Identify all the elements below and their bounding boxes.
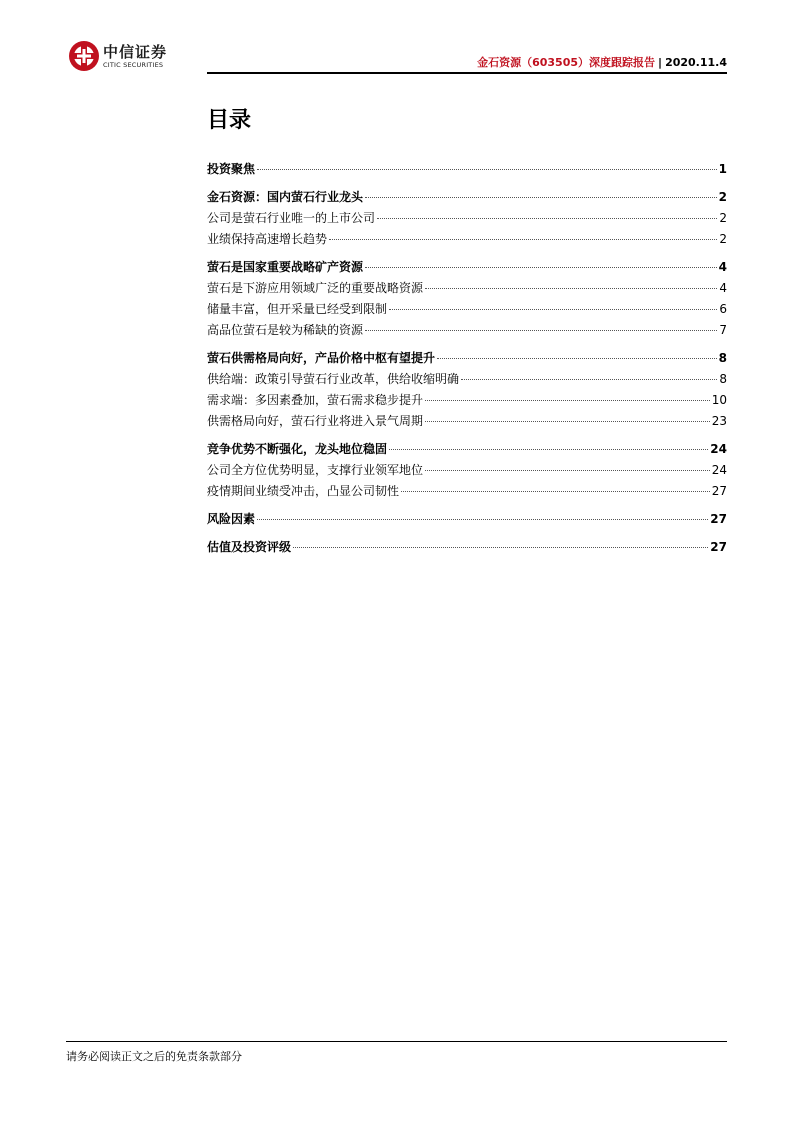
citic-logo-icon [68,40,100,72]
toc-leader-dots [293,547,708,548]
toc-entry[interactable] [207,538,727,559]
toc-entry-label: 供需格局向好，萤石行业将进入景气周期 [207,414,424,428]
table-of-contents [207,160,727,559]
toc-entry-label: 疫情期间业绩受冲击，凸显公司韧性 [207,484,400,498]
logo-chinese-name: 中信证券 [103,42,168,61]
toc-entry-page: 24 [710,442,727,456]
toc-entry[interactable] [207,279,727,300]
toc-entry-label: 投资聚焦 [207,162,256,176]
toc-leader-dots [389,309,717,310]
toc-entry-label: 储量丰富，但开采量已经受到限制 [207,302,388,316]
toc-leader-dots [425,400,710,401]
toc-entry-page: 24 [711,463,727,477]
toc-entry-label: 估值及投资评级 [207,540,292,554]
toc-entry-label: 公司全方位优势明显，支撑行业领军地位 [207,463,424,477]
toc-entry-label: 萤石是国家重要战略矿产资源 [207,260,364,274]
toc-entry-label: 需求端：多因素叠加，萤石需求稳步提升 [207,393,424,407]
report-date: 2020.11.4 [665,56,727,69]
company-logo [68,40,167,72]
toc-leader-dots [377,218,717,219]
toc-entry-label: 风险因素 [207,512,256,526]
toc-leader-dots [389,449,708,450]
report-title: 金石资源（603505）深度跟踪报告 [477,56,656,69]
toc-entry-label: 萤石是下游应用领域广泛的重要战略资源 [207,281,424,295]
toc-entry[interactable] [207,510,727,531]
toc-leader-dots [425,470,710,471]
report-header [477,54,727,70]
toc-entry[interactable] [207,160,727,181]
toc-entry-page: 10 [711,393,727,407]
toc-entry-page: 2 [718,190,727,204]
toc-entry[interactable] [207,370,727,391]
toc-entry-page: 23 [711,414,727,428]
header-rule [207,72,727,74]
toc-entry-page: 8 [718,351,727,365]
toc-entry[interactable] [207,461,727,482]
toc-entry-page: 2 [719,232,727,246]
toc-leader-dots [365,197,717,198]
toc-entry-label: 竞争优势不断强化，龙头地位稳固 [207,442,388,456]
toc-entry[interactable] [207,300,727,321]
toc-entry[interactable] [207,188,727,209]
toc-entry-label: 供给端：政策引导萤石行业改革，供给收缩明确 [207,372,460,386]
toc-entry-page: 4 [718,260,727,274]
toc-leader-dots [365,330,717,331]
logo-english-name: CITIC SECURITIES [103,60,164,69]
toc-entry-page: 7 [719,323,727,337]
toc-entry[interactable] [207,321,727,342]
toc-leader-dots [257,169,717,170]
toc-leader-dots [401,491,710,492]
footer-disclaimer: 请务必阅读正文之后的免责条款部分 [66,1050,242,1063]
toc-entry-page: 8 [719,372,727,386]
toc-entry-label: 金石资源：国内萤石行业龙头 [207,190,364,204]
toc-leader-dots [329,239,717,240]
header-separator: | [658,56,663,69]
toc-entry-page: 2 [719,211,727,225]
toc-entry-label: 公司是萤石行业唯一的上市公司 [207,211,376,225]
toc-entry[interactable] [207,209,727,230]
toc-entry-page: 6 [719,302,727,316]
toc-entry[interactable] [207,349,727,370]
toc-entry-page: 1 [718,162,727,176]
toc-entry-page: 27 [711,484,727,498]
toc-entry[interactable] [207,482,727,503]
toc-leader-dots [425,421,710,422]
toc-leader-dots [257,519,708,520]
toc-entry-page: 4 [719,281,727,295]
toc-entry-label: 高品位萤石是较为稀缺的资源 [207,323,364,337]
toc-leader-dots [437,358,717,359]
toc-entry[interactable] [207,230,727,251]
footer-rule [66,1041,727,1042]
toc-entry[interactable] [207,258,727,279]
toc-entry-label: 业绩保持高速增长趋势 [207,232,328,246]
toc-entry-page: 27 [710,540,727,554]
toc-entry[interactable] [207,412,727,433]
toc-leader-dots [365,267,717,268]
toc-title: 目录 [207,108,252,133]
toc-leader-dots [461,379,717,380]
toc-entry-label: 萤石供需格局向好，产品价格中枢有望提升 [207,351,436,365]
toc-entry-page: 27 [710,512,727,526]
toc-entry[interactable] [207,391,727,412]
toc-entry[interactable] [207,440,727,461]
toc-leader-dots [425,288,717,289]
